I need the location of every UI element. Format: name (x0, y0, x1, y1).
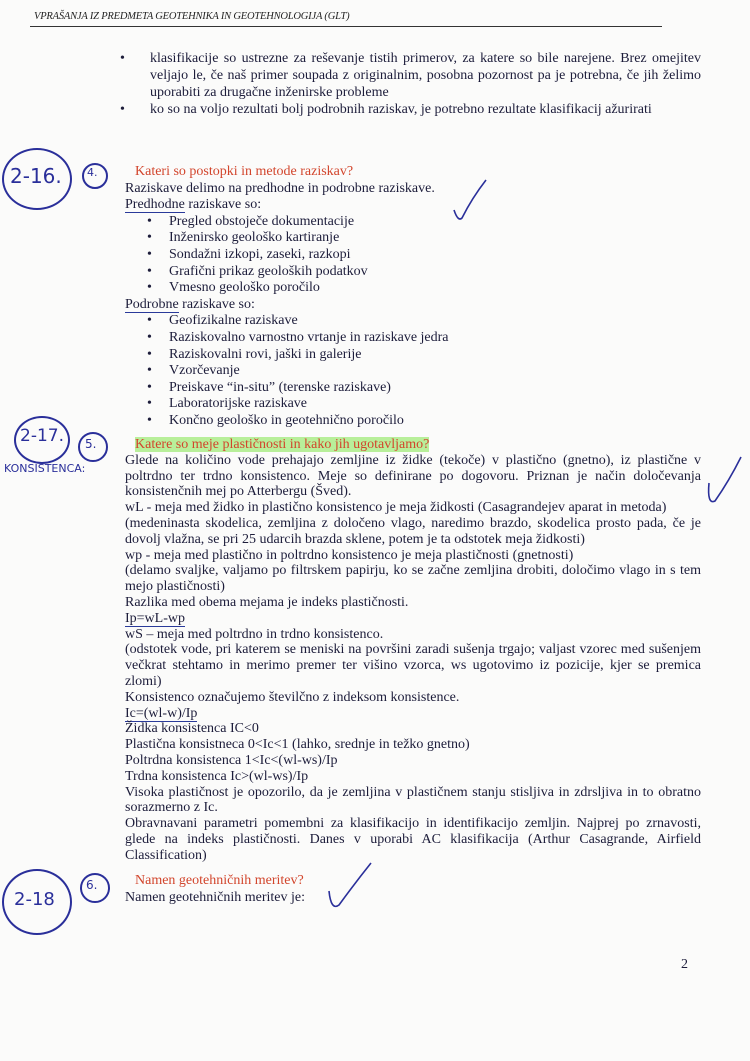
question-4 (125, 164, 701, 430)
handwritten-note: 2-18 (14, 888, 55, 910)
paragraph: Trdna konsistenca Ic>(wl-ws)/Ip (125, 768, 309, 784)
list-item: • Preiskave “in-situ” (terenske raziskave) (147, 380, 701, 397)
question-title: Namen geotehničnih meritev? (135, 872, 304, 888)
question-title: Kateri so postopki in metode raziskav? (135, 164, 354, 179)
paragraph: (medeninasta skodelica, zemljina z določeno vlago, naredimo brazdo, skodelica prosto pada, če je dovolj vlažna, se pri 25 udarcih brazda sklene, potem je ta odstotek meja židkosti) (125, 515, 701, 547)
question-5 (125, 437, 701, 864)
list-item: • Vzorčevanje (147, 363, 701, 380)
list-item: • Inženirsko geološko kartiranje (147, 230, 701, 247)
checkmark-icon (705, 455, 745, 515)
question-number: 4. (87, 166, 98, 179)
label-predhodne: Predhodne (125, 197, 185, 213)
list-item: • Končno geološko in geotehnično poročilo (147, 413, 701, 430)
handwritten-note: KONSISTENCA: (4, 462, 86, 475)
label-rest: raziskave so: (178, 296, 255, 312)
list-item: • Raziskovalni rovi, jaški in galerije (147, 347, 701, 364)
handwritten-note: 2-17. (20, 426, 64, 446)
paragraph: Obravnavani parametri pomembni za klasifikacijo in identifikacijo zemljin. Najprej po zrnavosti, glede na indeks plastičnosti. Danes v uporabi AC klasifikacija (Arthur Casagrande, Airfield Classification) (125, 816, 701, 863)
paragraph: Konsistenco označujemo številčno z indeksom konsistence. (125, 689, 460, 705)
paragraph: Namen geotehničnih meritev je: (125, 889, 305, 905)
handwritten-note: 2-16. (10, 164, 62, 188)
paragraph: Raziskave delimo na predhodne in podrobne raziskave. (125, 180, 435, 196)
page-number: 2 (681, 957, 688, 972)
paragraph: wp - meja med plastično in poltrdno konsistenco je meja plastičnosti (gnetnosti) (125, 547, 574, 563)
label-rest: raziskave so: (184, 197, 262, 213)
checkmark-icon (450, 178, 490, 228)
list-item: • Raziskovalno varnostno vrtanje in raziskave jedra (147, 330, 701, 347)
list-item: • Vmesno geološko poročilo (147, 280, 701, 297)
list-item: • Sondažni izkopi, zaseki, razkopi (147, 247, 701, 264)
running-header: VPRAŠANJA IZ PREDMETA GEOTEHNIKA IN GEOTEHNOLOGIJA (GLT) (34, 11, 350, 22)
formula: Ic=(wl-w)/Ip (125, 705, 198, 721)
paragraph: (delamo svaljke, valjamo po filtrskem papirju, ko se začne zemljina drobiti, določimo vlago in s tem mejo plastičnosti) (125, 563, 701, 595)
checkmark-icon (325, 861, 375, 921)
paragraph: Židka konsistenca IC<0 (125, 721, 259, 737)
paragraph: wS – meja med poltrdno in trdno konsistenco. (125, 626, 384, 642)
bullet-item: • ko so na voljo rezultati bolj podrobnih raziskav, je potrebno rezultate klasifikacij ažurirati (120, 101, 701, 118)
question-title: Katere so meje plastičnosti in kako jih ugotavljamo? (135, 437, 430, 452)
paragraph: (odstotek vode, pri katerem se meniski na površini zaradi sušenja trgajo; valjast vzorec med sušenjem večkrat stehtamo in merimo premer ter višino vzorca, ws ugotovimo iz pozicije, kjer se premica zlomi) (125, 642, 701, 689)
question-number: 5. (85, 437, 97, 451)
paragraph: Plastična konsistneca 0<Ic<1 (lahko, srednje in težko gnetno) (125, 737, 470, 753)
header-rule (30, 26, 662, 27)
paragraph: Poltrdna konsistenca 1<Ic<(wl-ws)/Ip (125, 752, 338, 768)
label-podrobne: Podrobne (125, 296, 179, 312)
paragraph: Visoka plastičnost je opozorilo, da je zemljina v plastičnem stanju stisljiva in zdrsljiva in to obratno sorazmerno z Ic. (125, 784, 701, 816)
intro-bullets (125, 50, 701, 118)
list-item: • Geofizikalne raziskave (147, 313, 701, 330)
paragraph: Glede na količino vode prehajajo zemljine iz židke (tekoče) v plastično (gnetno), iz plastične v poltrdno ter trdno konsistenco. Meje so definirane po dogovoru. Priznan je način določevanja konsistenčnih mej po Atterbergu (Šved). (125, 452, 701, 500)
podrobne-list (125, 313, 701, 429)
predhodne-list (125, 214, 701, 297)
bullet-item: • klasifikacije so ustrezne za reševanje tistih primerov, za katere so bile narejene. Brez omejitev veljajo le, če naš primer soupada z originalnim, posobna pozornost pa je potrebna, če jih želimo uporabiti za drugačne inženirske probleme (120, 50, 701, 101)
list-item: • Laboratorijske raziskave (147, 396, 701, 413)
list-item: • Grafični prikaz geoloških podatkov (147, 264, 701, 281)
paragraph: wL - meja med židko in plastično konsistenco je meja židkosti (Casagrandejev aparat in metoda) (125, 500, 667, 516)
question-number: 6. (86, 877, 98, 892)
list-item: • Pregled obstoječe dokumentacije (147, 214, 701, 231)
paragraph: Razlika med obema mejama je indeks plastičnosti. (125, 594, 409, 610)
formula: Ip=wL-wp (125, 610, 185, 626)
question-6 (125, 872, 701, 906)
